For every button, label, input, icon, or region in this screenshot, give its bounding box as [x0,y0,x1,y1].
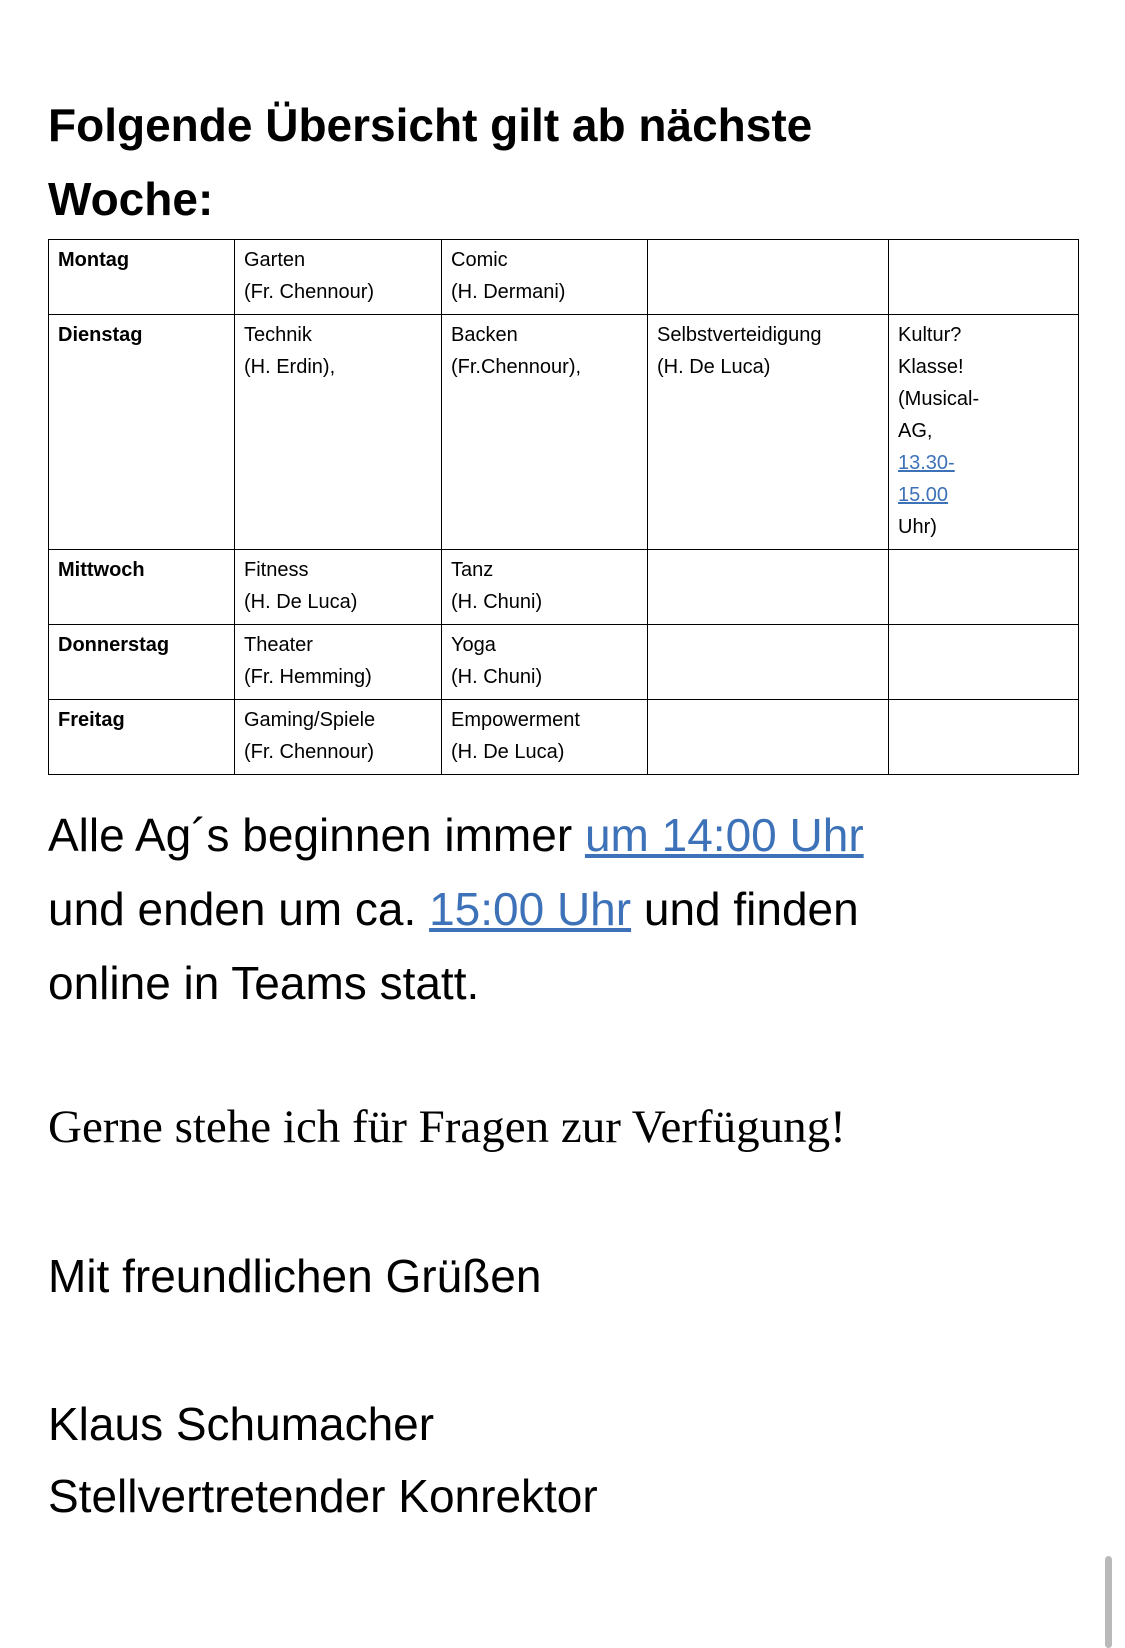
activity-detail: (H. Chuni) [451,666,543,688]
activity-name: Kultur? [898,324,962,346]
schedule-activity-cell [442,625,648,700]
info-text-start: Alle Ag´s beginnen immer [48,809,585,861]
activity-detail: (Fr. Hemming) [244,666,372,688]
activity-detail: (Fr. Chennour) [244,741,375,763]
activity-detail: (H. De Luca) [451,741,565,763]
info-paragraph [48,798,1078,1020]
schedule-row [49,315,1079,550]
activity-name: Technik [244,324,312,346]
activity-detail: (H. Chuni) [451,591,543,613]
schedule-activity-cell [235,700,442,775]
info-text-tail: und finden [631,883,859,935]
schedule-row [49,625,1079,700]
schedule-activity-cell [648,625,889,700]
schedule-activity-cell [648,315,889,550]
schedule-activity-cell [648,550,889,625]
activity-detail: AG, [898,420,933,442]
schedule-table [48,239,1079,775]
activity-detail: (Musical- [898,388,980,410]
activity-name: Yoga [451,634,496,656]
activity-detail: (H. De Luca) [244,591,358,613]
signature-title: Stellvertretender Konrektor [48,1470,598,1522]
info-line-3: online in Teams statt. [48,957,480,1009]
activity-detail: (H. Dermani) [451,281,566,303]
scrollbar-thumb[interactable] [1105,1556,1112,1648]
schedule-day-cell: Mittwoch [49,550,235,625]
schedule-row [49,240,1079,315]
schedule-activity-cell [889,700,1079,775]
activity-detail: (Fr.Chennour), [451,356,582,378]
schedule-activity-cell [648,240,889,315]
activity-detail: (H. De Luca) [657,356,771,378]
page-heading [48,88,1068,236]
activity-detail: Uhr) [898,516,937,538]
schedule-activity-cell [235,625,442,700]
activity-name: Tanz [451,559,494,581]
activity-name: Selbstverteidigung [657,324,822,346]
closing-greeting: Mit freundlichen Grüßen [48,1250,542,1302]
schedule-day-cell: Freitag [49,700,235,775]
activity-detail: Klasse! [898,356,964,378]
signature-name: Klaus Schumacher [48,1398,435,1450]
activity-name: Empowerment [451,709,580,731]
activity-name: Fitness [244,559,309,581]
schedule-row [49,700,1079,775]
end-time-link[interactable]: 15:00 Uhr [429,883,632,935]
schedule-activity-cell [889,315,1079,550]
activity-detail: (Fr. Chennour) [244,281,375,303]
info-line-2 [48,872,1078,946]
schedule-activity-cell [442,315,648,550]
schedule-row [49,550,1079,625]
info-line-1 [48,798,1078,872]
schedule-activity-cell [889,625,1079,700]
activity-name: Garten [244,249,306,271]
activity-detail: (H. Erdin), [244,356,336,378]
schedule-time-link[interactable]: 13.30- [898,452,955,474]
activity-name: Backen [451,324,518,346]
schedule-activity-cell [889,550,1079,625]
activity-name: Theater [244,634,313,656]
activity-name: Gaming/Spiele [244,709,376,731]
schedule-activity-cell [442,240,648,315]
schedule-day-cell: Donnerstag [49,625,235,700]
schedule-activity-cell [235,315,442,550]
offer-text: Gerne stehe ich für Fragen zur Verfügung! [48,1101,846,1153]
start-time-link[interactable]: um 14:00 Uhr [584,809,864,861]
schedule-day-cell: Montag [49,240,235,315]
schedule-time-link[interactable]: 15.00 [898,484,949,506]
schedule-activity-cell [889,240,1079,315]
activity-name: Comic [451,249,508,271]
heading-line-1: Folgende Übersicht gilt ab nächste [48,99,813,151]
schedule-activity-cell [648,700,889,775]
schedule-activity-cell [235,240,442,315]
schedule-activity-cell [235,550,442,625]
schedule-day-cell: Dienstag [49,315,235,550]
schedule-activity-cell [442,700,648,775]
signature [48,1388,598,1532]
heading-line-2: Woche: [48,173,214,225]
schedule-activity-cell [442,550,648,625]
info-text-end: und enden um ca. [48,883,430,935]
